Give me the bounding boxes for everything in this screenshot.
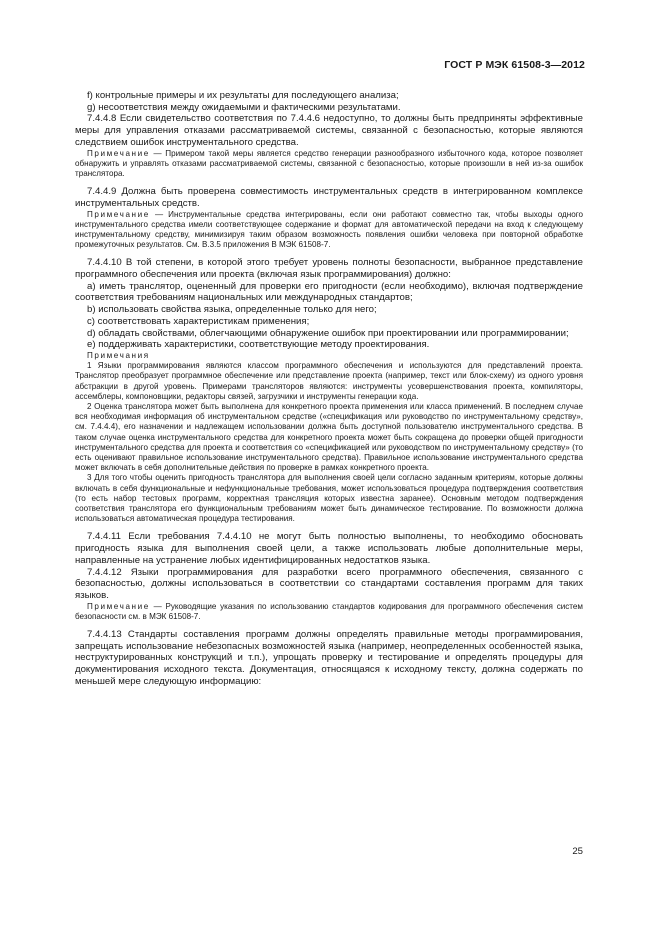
note-text: — Примером такой меры является средство генерации разнообразного избыточного кода, которое позволяет обнаружить и управлять отказами рассматриваемой системы, связанной с безопасностью, которые произошли в ней из-за ошибок транслятора. <box>75 148 583 178</box>
list-item-e: e) поддерживать характеристики, соответствующие методу проектирования. <box>87 339 430 351</box>
note-label: Примечание <box>87 601 150 611</box>
clause-7-4-4-9: 7.4.4.9 Должна быть проверена совместимость инструментальных средств в интегрированном комплексе инструментальных средств. <box>75 186 583 209</box>
clause-7-4-4-10: 7.4.4.10 В той степени, в которой этого требует уровень полноты безопасности, выбранное представление программного обеспечения или проекта (включая язык программирования) должно: <box>75 257 583 281</box>
note-text: — Руководящие указания по использованию стандартов кодирования для программного обеспечения систем безопасности см. в МЭК 61508-7. <box>75 601 583 621</box>
note-1: 1 Языки программирования являются классом программного обеспечения и используются для представлений проекта. Транслятор преобразует программное обеспечение или представление проекта (например, текст или блок-схему) из одного уровня абстракции в другой уровень. Примерами трансляторов являются: инструменты усовершенствования проекта, компиляторы, ассемблеры, компоновщики, редакторы связей, загрузчики и инструменты генерации кода. <box>75 361 583 401</box>
notes-heading: Примечания <box>87 350 150 360</box>
list-item-d: d) обладать свойствами, облегчающими обнаружение ошибок при проектировании или программировании; <box>87 327 569 339</box>
list-item-f: f) контрольные примеры и их результаты для последующего анализа; <box>87 90 399 101</box>
list-item-c: c) соответствовать характеристикам применения; <box>87 315 310 327</box>
list-item-b: b) использовать свойства языка, определенные только для него; <box>87 304 377 316</box>
clause-7-4-4-13: 7.4.4.13 Стандарты составления программ должны определять правильные методы программирования, запрещать использование небезопасных возможностей языка (например, неопределенных особенностей языка, неструктурированных конструкций и т.п.), упрощать проверку и тестирование и определять процедуры для документирования исходного текста. Документация, относящаяся к исходному тексту, должна содержать по меньшей мере следующую информацию: <box>75 629 583 687</box>
page-number: 25 <box>572 846 583 857</box>
note-7-4-4-8 <box>75 149 583 180</box>
note-label: Примечание <box>87 209 150 219</box>
list-item-a: a) иметь транслятор, оцененный для проверки его пригодности (если необходимо), включая подтверждение соответствия требованиям национальных или международных стандартов; <box>75 280 583 304</box>
clause-7-4-4-11: 7.4.4.11 Если требования 7.4.4.10 не могут быть полностью выполнены, то необходимо обосновать пригодность языка для выполнения своей цели, а также использовать любые дополнительные меры, направленные на устранение любых идентифицированных недостатков языка. <box>75 531 583 566</box>
note-2: 2 Оценка транслятора может быть выполнена для конкретного проекта применения или класса применений. В последнем случае вся необходимая информация об инструментальном средстве («спецификация или руководство по инструментальному средству», см. 7.4.4.4), его назначении и надлежащем использовании должна быть доступной пользователю инструментального средства. В таком случае оценка инструментального средства для конкретного проекта может быть сокращена до проверки общей пригодности инструментального средства для проекта и соответствия со «спецификацией или руководством по инструментальному средству» (то есть оценивают правильное использование инструментального средства). Правильное использование инструментального средства может включать в себя дополнительные действия по проверке в рамках конкретного проекта. <box>75 401 583 473</box>
standard-code-header: ГОСТ Р МЭК 61508-3—2012 <box>444 59 585 71</box>
page-body <box>75 90 583 688</box>
note-3: 3 Для того чтобы оценить пригодность транслятора для выполнения своей цели согласно заданным критериям, которые должны включать в себя функциональные и нефункциональные требования, может использоваться процедура подтверждения соответствия (то есть набор тестовых программ, корректная трансляция которых известна заранее). Основным методом подтверждения соответствия транслятора его функциональным требованиям может быть динамическое тестирование. По возможности должна использоваться автоматическая процедура тестирования. <box>75 473 583 524</box>
list-item-g: g) несоответствия между ожидаемыми и фактическими результатами. <box>87 101 401 113</box>
note-label: Примечание <box>87 148 150 158</box>
note-7-4-4-12 <box>75 602 583 622</box>
note-7-4-4-9 <box>75 210 583 251</box>
note-text: — Инструментальные средства интегрированы, если они работают совместно так, чтобы выходы одного инструментального средства имели соответствующее содержание и формат для автоматической передачи на вход к следующему инструментальному средству, минимизируя таким образом возможность появления ошибки человека при повторной обработке промежуточных результатов. См. В.3.5 приложения В МЭК 61508-7. <box>75 209 583 250</box>
clause-7-4-4-8: 7.4.4.8 Если свидетельство соответствия по 7.4.4.6 недоступно, то должны быть предприняты эффективные меры для управления отказами рассматриваемой системы, связанной с безопасностью, которые являются следствием ошибок инструментального средства. <box>75 113 583 148</box>
clause-7-4-4-12: 7.4.4.12 Языки программирования для разработки всего программного обеспечения, связанного с безопасностью, должны использоваться в соответствии со стандартами составления программ для таких языков. <box>75 566 583 601</box>
